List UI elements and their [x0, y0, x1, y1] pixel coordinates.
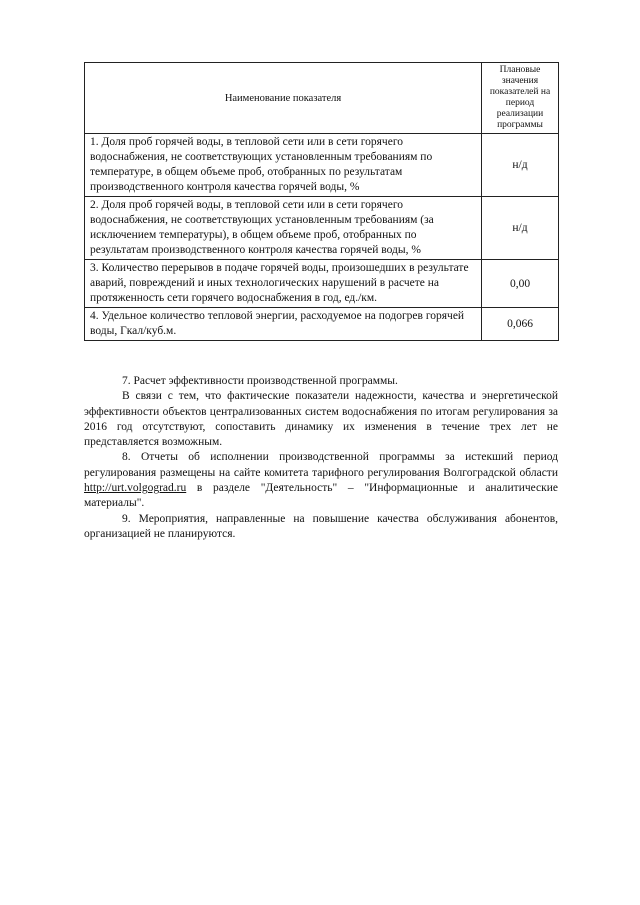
section-9-paragraph: 9. Мероприятия, направленные на повышение качества обслуживания абонентов, организацией не планируются. [84, 512, 558, 540]
indicator-value: н/д [482, 134, 559, 197]
indicator-name: 4. Удельное количество тепловой энергии, расходуемое на подогрев горячей воды, Гкал/куб.м. [85, 308, 482, 341]
header-planned-values: Плановые значения показателей на период реализации программы [482, 63, 559, 134]
indicator-name: 1. Доля проб горячей воды, в тепловой сети или в сети горячего водоснабжения, не соответствующих установленным требованиям по температуре, в общем объеме проб, отобранных по результатам производственного контроля качества горячей воды, % [85, 134, 482, 197]
table-row [85, 134, 559, 197]
indicator-name: 2. Доля проб горячей воды, в тепловой сети или в сети горячего водоснабжения, не соответствующих установленным требованиям (за исключением температуры), в общем объеме проб, отобранных по результатам производственного контроля качества горячей воды, % [85, 197, 482, 260]
indicator-value: 0,066 [482, 308, 559, 341]
indicators-table [84, 62, 559, 341]
table-row [85, 197, 559, 260]
table-row [85, 260, 559, 308]
section-8-paragraph [84, 450, 558, 511]
indicator-value: н/д [482, 197, 559, 260]
document-body [84, 374, 558, 542]
section-8-text-end: в разделе "Деятельность" – "Информационные и аналитические материалы". [84, 482, 558, 510]
indicator-value: 0,00 [482, 260, 559, 308]
volgograd-tariff-site-link[interactable]: http://urt.volgograd.ru [84, 482, 187, 495]
section-7-paragraph: В связи с тем, что фактические показатели надежности, качества и энергетической эффективности объектов централизованных систем водоснабжения по итогам регулирования за 2016 год отсутствуют, сопоставить динамику их изменения в течение трех лет не представляется возможным. [84, 390, 558, 449]
section-7-heading: 7. Расчет эффективности производственной программы. [122, 375, 398, 387]
table-header-row [85, 63, 559, 134]
indicator-name: 3. Количество перерывов в подаче горячей воды, произошедших в результате аварий, повреждений и иных технологических нарушений в расчете на протяженность сети горячего водоснабжения в год, ед./км. [85, 260, 482, 308]
table-row [85, 308, 559, 341]
section-8-text-start: 8. Отчеты об исполнении производственной программы за истекший период регулирования размещены на сайте комитета тарифного регулирования Волгоградской области [84, 451, 558, 479]
header-indicator-name: Наименование показателя [85, 63, 482, 134]
